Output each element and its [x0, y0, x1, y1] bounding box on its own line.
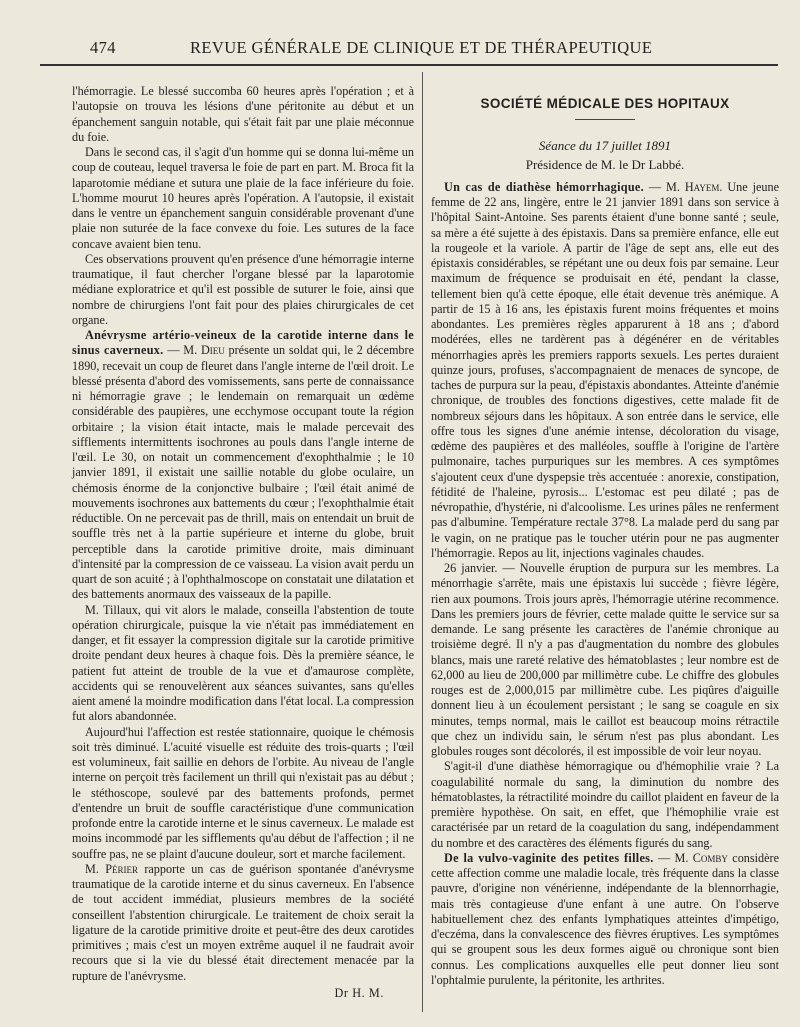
paragraph-perier [72, 862, 414, 984]
running-title: REVUE GÉNÉRALE DE CLINIQUE ET DE THÉRAPEUTIQUE [190, 38, 653, 57]
dash: — M. [653, 850, 693, 865]
paragraph-text: considère cette affection comme une maladie locale, très fréquente dans la classe pauvre, d'origine non vénérienne, indépendante de la blennorrhagie, mais très contagieuse d'une enfant à une autre. On l'observe habituellement chez des enfants lymphatiques atteintes d'impétigo, d'eczéma, dans la convalescence des fièvres éruptives. Les symptômes qui se groupent sous les deux formes aiguë ou chronique sont bien connus. Les complications auxquelles elle peut donner lieu sont l'ophtalmie purulente, la péritonite, les arthrites. [431, 850, 779, 987]
paragraph-anevrysme [72, 328, 414, 603]
right-column [431, 90, 779, 988]
column-divider [422, 72, 423, 1012]
signature: Dr H. M. [334, 985, 384, 1000]
paragraph: Dans le second cas, il s'agit d'un homme qui se donna lui-même un coup de couteau, lequel traversa le foie de part en part. M. Broca fit la laparotomie médiane et sutura une plaie de la face inférieure du foie. L'homme mourut 10 heures après l'opération. A l'autopsie, il existait dans le ventre un épanchement sanguin considérable provenant d'une plaie non suturée de la face convexe du foie. Les sutures de la face concave avaient bien tenu. [72, 145, 414, 251]
section-heading: Un cas de diathèse hémorrhagique. [444, 179, 644, 194]
author-name: Hayem [684, 179, 720, 194]
author-name: Comby [692, 850, 728, 865]
page-number: 474 [90, 38, 116, 57]
left-column [72, 84, 414, 1001]
dash: — M. [163, 343, 201, 358]
paragraph: S'agit-il d'une diathèse hémorragique ou d'hémophilie vraie ? La coagulabilité normale du sang, la diminution du nombre des hématoblastes, la rétractilité moindre du caillot plaident en faveur de la première hypothèse. On sait, en effet, que l'hémophilie vraie est caractérisée par un retard de la coagulation du sang, indépendamment du nombre et des caractères des éléments figurés du sang. [431, 759, 779, 850]
session-date: Séance du 17 juillet 1891 [538, 138, 672, 154]
paragraph-text: présente un soldat qui, le 2 décembre 1890, recevait un coup de fleuret dans l'angle interne de l'œil droit. Le blessé présenta d'abord des vomissements, sans perte de connaissance ni hémorragie grave ; le lendemain on remarquait un œdème considérable des paupières, une ecchymose occupant toute la région orbitaire ; la vision était intacte, mais le malade percevait des sifflements intermittents isochrones au pouls dans l'angle interne de l'œil. Le 30, on notait un commencement d'exophthalmie ; le 10 janvier 1891, il existait une saillie notable du globe oculaire, un chémosis énorme de la conjonctive bulbaire ; l'œil était animé de mouvements isochrones aux battements du cœur ; l'exophthalmie était réductible. On ne percevait pas de thrill, mais on entendait un bruit de souffle très net à la partie supérieure et interne du globe, bruit perceptible dans la carotide primitive droite, mais diminuant d'intensité par la compression de ce vaisseau. La vision avait perdu un quart de son acuité ; à l'ophthalmoscope on constatait une dilatation et des battements anormaux des vaisseaux de la papille. [72, 343, 415, 602]
paragraph: Aujourd'hui l'affection est restée stationnaire, quoique le chémosis soit très diminué. L'acuité visuelle est réduite des trois-quarts ; l'œil est volumineux, fait saillie en dehors de l'orbite. Au niveau de l'angle interne on perçoit très facilement un thrill qui n'existait pas au début ; le stéthoscope, soulevé par des battements profonds, permet d'entendre un bruit de souffle caractéristique d'une communication profonde entre la carotide interne et le sinus caverneux. Le malade est moins incommodé par les sifflements qu'au début de l'affection ; il ne souffre pas, ne se plaint d'aucune douleur, sort et marche facilement. [72, 724, 414, 861]
paragraph: M. Tillaux, qui vit alors le malade, conseilla l'abstention de toute opération chirurgicale, puisque la vie n'était pas immédiatement en danger, et fit essayer la compression digitale sur la carotide primitive droite pendant deux heures à chaque fois. Dès la première séance, le patient fut atteint de trouble de la vue et d'amaurose complète, accidents qui se renouvelèrent aux séances suivantes, sans qu'elles aient amené la moindre modification dans l'état local. La compression fut alors abandonnée. [72, 602, 414, 724]
dash: — M. [643, 179, 685, 194]
paragraph-vulvo [431, 851, 779, 988]
section-heading: De la vulvo-vaginite des petites filles. [444, 850, 654, 865]
presidence: Présidence de M. le Dr Labbé. [525, 156, 685, 172]
author-name: M. Périer [85, 861, 138, 876]
section-heading: Anévrysme artério-veineux de la carotide interne dans le sinus caverneux. [72, 328, 414, 358]
paragraph-text: rapporte un cas de guérison spontanée d'anévrysme traumatique de la carotide interne et du sinus caverneux. En l'absence de tout accident immédiat, plusieurs membres de la société conseillent l'abstention chirurgicale. Le traitement de choix serait la ligature de la carotide primitive droite et peut-être des deux carotides primitives ; mais c'est un moyen extrême auquel il ne faudrait avoir recours que si la vie du blessé était directement menacée par la rupture de l'anévrysme. [72, 861, 414, 983]
paragraph: Ces observations prouvent qu'en présence d'une hémorragie interne traumatique, il faut chercher l'organe blessé par la laparotomie médiane exploratrice et qu'il est possible de suturer le foie, ainsi que nombre de chirurgiens l'ont fait pour des plaies chirurgicales de cet organe. [72, 251, 414, 327]
header-rule [40, 64, 778, 66]
author-name: Dieu [200, 343, 225, 358]
page-header [40, 34, 762, 62]
society-title: SOCIÉTÉ MÉDICALE DES HOPITAUX [480, 96, 730, 111]
paragraph-text: . Une jeune femme de 22 ans, lingère, entre le 21 janvier 1891 dans son service à l'hôpital Saint-Antoine. Ses parents étaient d'une bonne santé ; seule, sa mère a été sujette à des épistaxis. Dans sa première enfance, elle eut la rougeole et la variole. A partir de l'âge de sept ans, elle eut des épistaxis considérables, se répétant une ou deux fois par semaine. Leur maximum de fréquence se produisait en été, pendant la classe, tellement bien qu'à cette époque, elle était devenue très anémique. A partir de 15 à 16 ans, les épistaxis furent moins fréquentes et moins abondantes. Les premières règles apparurent à 18 ans ; d'abord modérées, elles ne tardèrent pas à dégénérer en de véritables ménorrhagies après les premiers rapports sexuels. Les pertes duraient quinze jours, profuses, s'accompagnaient de menaces de syncope, de taches de purpura sur la peau, d'épistaxis abondantes. Atteinte d'anémie chronique, de troubles des fonctions digestives, cette malade fit de nombreux séjours dans les hôpitaux. A son entrée dans le service, elle offre tous les signes d'une anémie intense, décoloration du visage, œdème des paupières et des malléoles, souffle à l'origine de l'artère pulmonaire, taches purpuriques sur les membres. A ces symptômes s'ajoutent ceux d'une dyspepsie très accentuée : anorexie, constipation, fétidité de l'haleine, pyrosis... L'estomac est peu dilaté ; pas de névropathie, d'hystérie, ni d'alcoolisme. Les urines pâles ne renferment pas d'albumine. Température rectale 37°8. La malade perd du sang par le vagin, on ne pratique pas le toucher utérin pour ne pas augmenter l'hémorragie. Repos au lit, injections vaginales chaudes. [431, 179, 779, 560]
paragraph: l'hémorragie. Le blessé succomba 60 heures après l'opération ; et à l'autopsie on trouva les lésions d'une péritonite au début et un épanchement sanguin notable, qui s'était fait par une plaie méconnue du foie. [72, 84, 414, 144]
paragraph: 26 janvier. — Nouvelle éruption de purpura sur les membres. La ménorrhagie s'arrête, mais une épistaxis lui succède ; fièvre légère, rien aux poumons. Trois jours après, l'hémorragie utérine recommence. Dans les premiers jours de février, cette malade quitte le service sur sa demande. Le sang présente les caractères de l'anémie chronique au troisième degré. Il n'y a pas d'augmentation du nombre des globules blancs, mais une rareté relative des hématoblastes ; leur nombre est de 62,000 au lieu de 200,000 par millimètre cube. Le chiffre des globules rouges est de 2,000,015 par millimètre cube. Les piqûres d'aiguille donnent lieu à un écoulement persistant ; le sang se coagule en six minutes, temps normal, mais le caillot est beaucoup moins rétractile que chez un individu sain, le sérum n'est pas plus abondant. Les globules rouges sont décolorés, il est impossible de voir leur noyau. [431, 561, 779, 758]
paragraph-diathese [431, 180, 779, 561]
title-rule [575, 119, 635, 120]
